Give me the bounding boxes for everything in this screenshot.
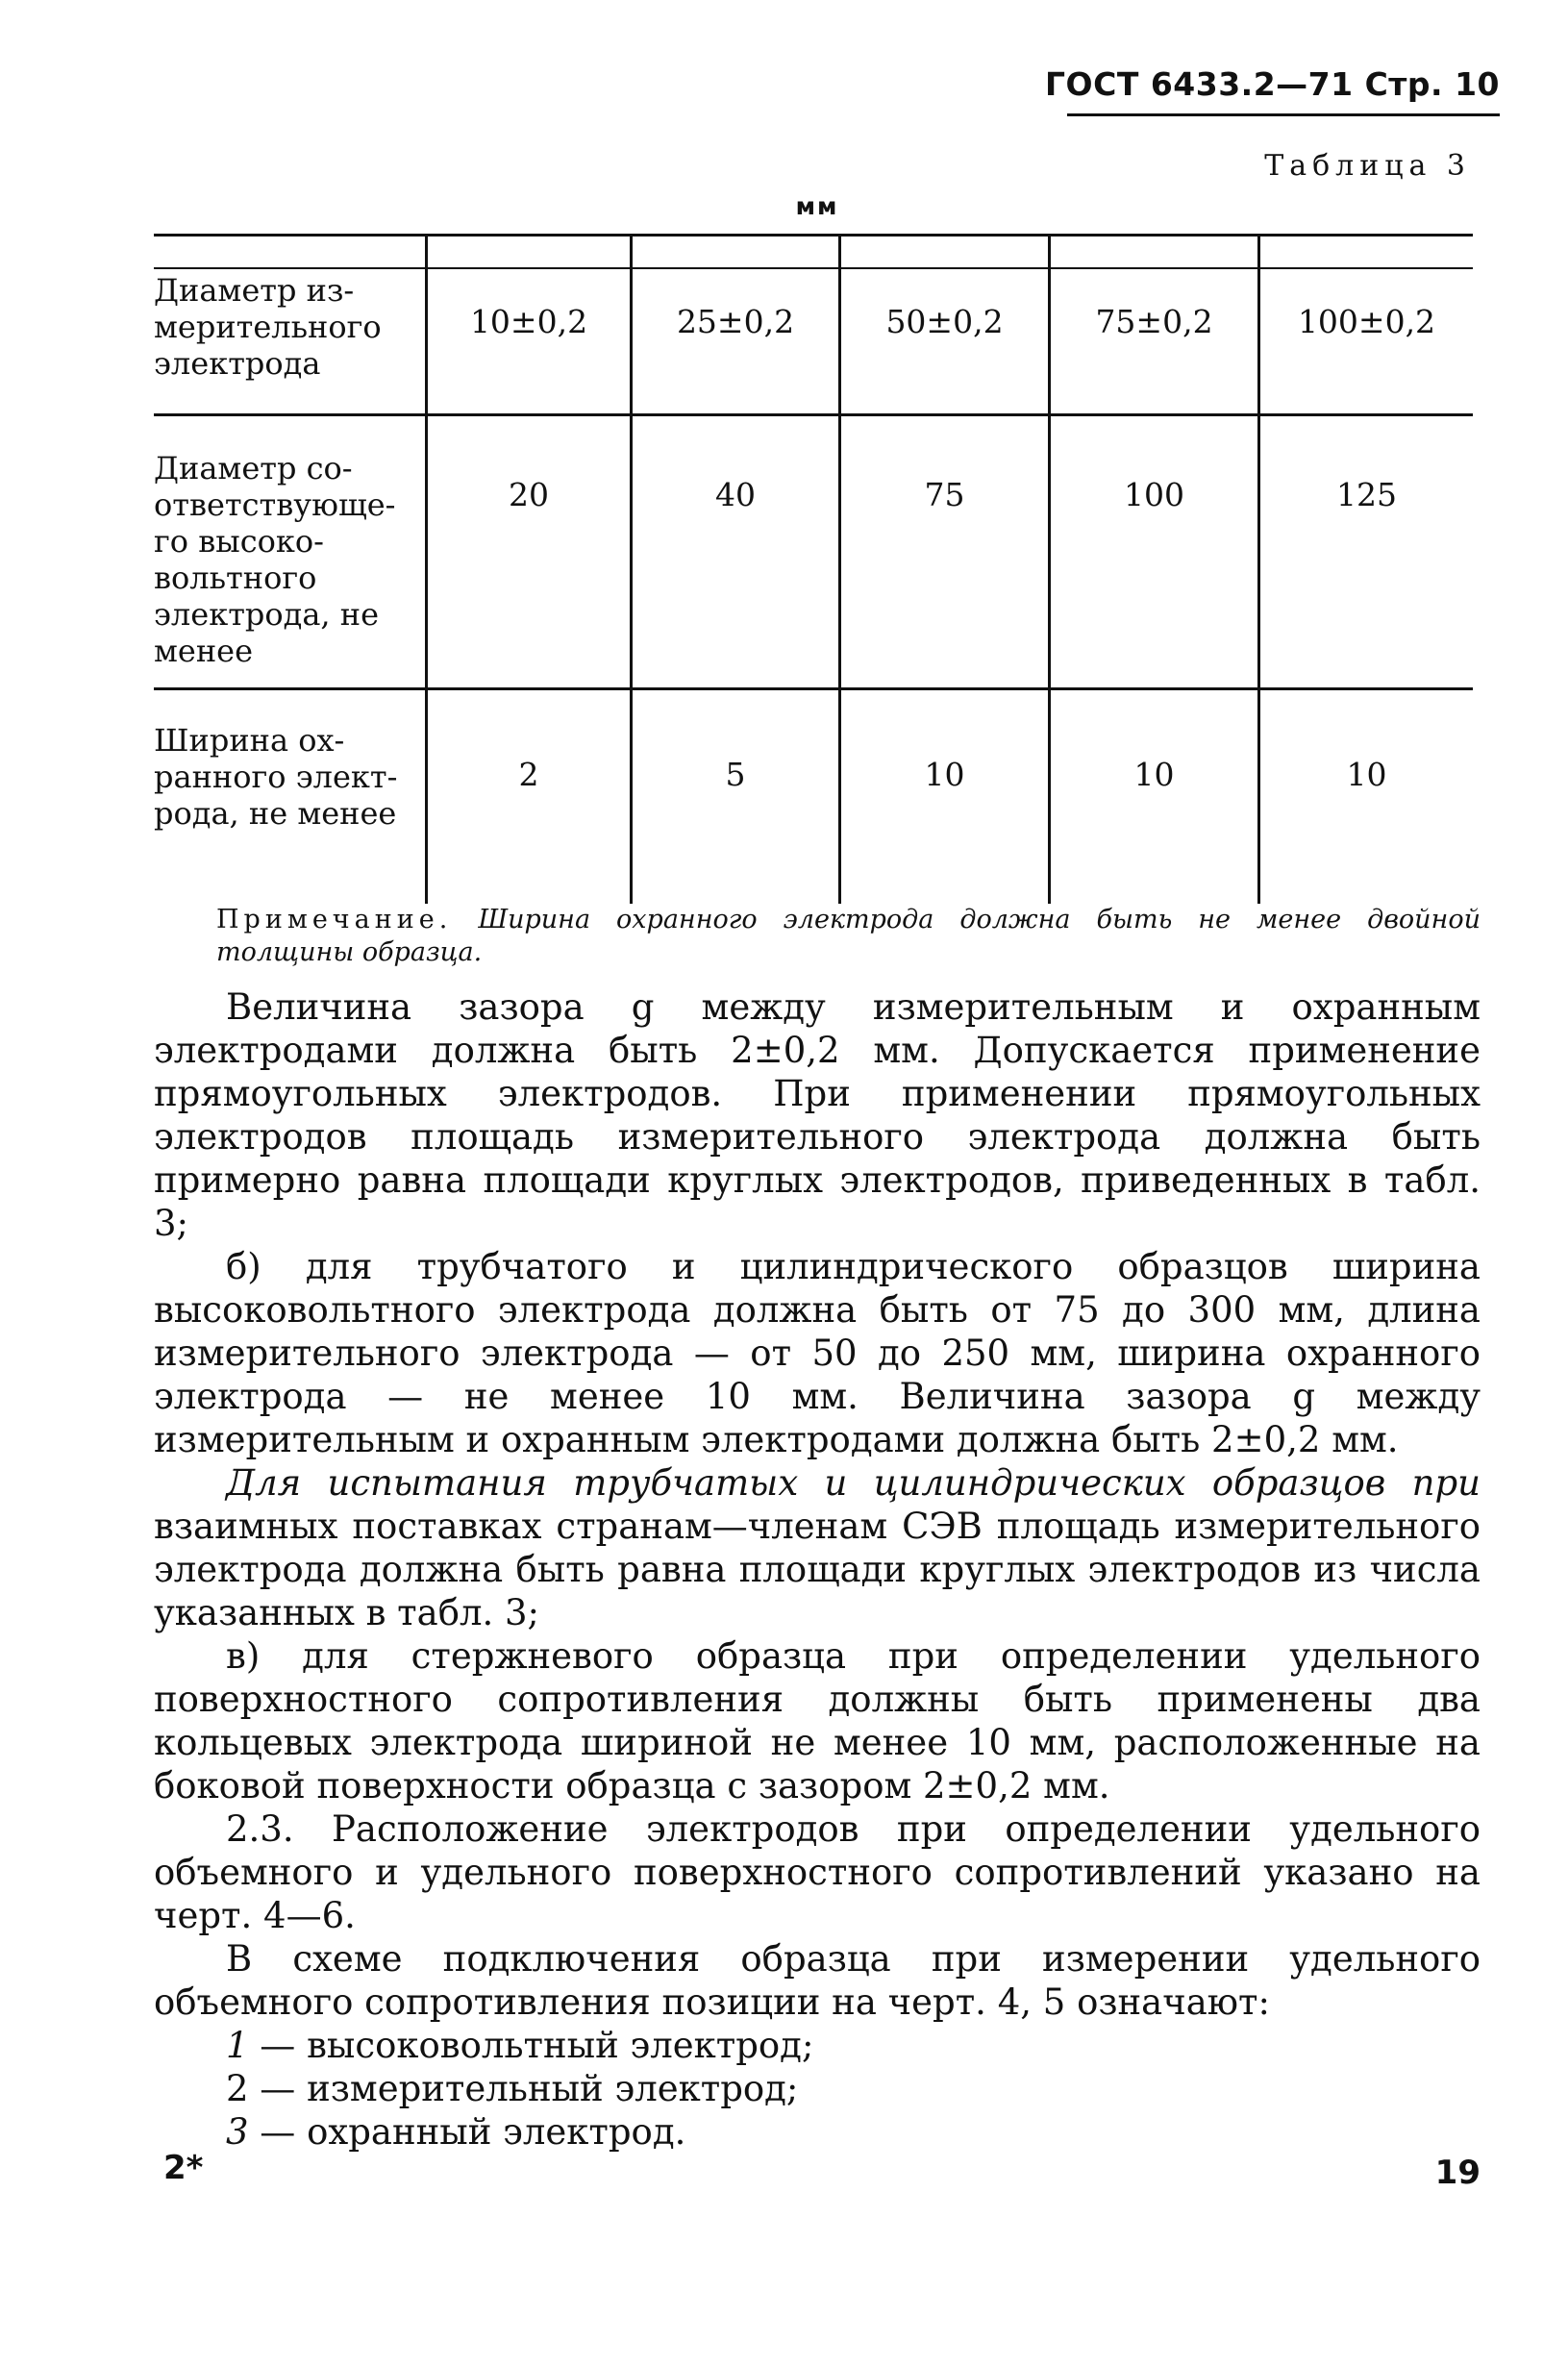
paragraph: В схеме подключения образца при измерении удельного объемного сопротивления позиции на черт. 4, 5 означают: — [154, 1938, 1481, 2023]
table-cell: 10 — [1346, 756, 1387, 793]
table-cell: 100 — [1124, 476, 1184, 513]
paragraph: б) для трубчатого и цилиндрического образцов ширина высоковольтного электрода должна быть от 75 до 300 мм, длина измерительного электрода — от 50 до 250 мм, ширина охранного электрода — не менее 10 мм. Величина зазора g между измерительным и охранным электродами должна быть 2±0,2 мм. — [154, 1246, 1481, 1460]
page-number: 19 — [1434, 2154, 1481, 2192]
row-label: Диаметр из-мерительного электрода — [154, 272, 382, 382]
paragraph — [154, 1461, 1481, 1634]
list-item — [226, 2067, 1481, 2110]
paragraph: Величина зазора g между измерительным и охранным электродами должна быть 2±0,2 мм. Допускается применение прямоугольных электродов. При применении прямоугольных электродов площадь измерительного электрода должна быть примерно равна площади круглых электродов, приведенных в табл. 3; — [154, 986, 1481, 1244]
table-cell: 75 — [924, 476, 965, 513]
paragraph: в) для стержневого образца при определении удельного поверхностного сопротивления должны быть применены два кольцевых электрода шириной не менее 10 мм, расположенные на боковой поверхности образца с зазором 2±0,2 мм. — [154, 1635, 1481, 1806]
row-label: Ширина ох-ранного элект-рода, не менее — [154, 722, 398, 832]
note-label: Примечание. — [216, 905, 453, 934]
list-number: 2 — [226, 2068, 249, 2109]
table-row-rule — [154, 687, 1473, 690]
list-number: 3 — [226, 2111, 249, 2153]
table-cell: 50±0,2 — [885, 303, 1004, 340]
table-header-rule — [154, 267, 1473, 269]
paragraph-rest: взаимных поставках странам—членам СЭВ площадь измерительного электрода должна быть равна площади круглых электродов из числа указанных в табл. 3; — [154, 1506, 1481, 1633]
paragraph: 2.3. Расположение электродов при определении удельного объемного и удельного поверхностного сопротивлений указано на черт. 4—6. — [154, 1808, 1481, 1936]
table-cell: 10 — [924, 756, 965, 793]
paragraph-lead: Для испытания трубчатых и цилиндрических образцов при — [226, 1462, 1481, 1504]
list-item — [226, 2024, 1481, 2067]
table-cell: 10 — [1133, 756, 1175, 793]
page-header: ГОСТ 6433.2—71 Стр. 10 — [1045, 65, 1500, 103]
body-text — [154, 985, 1481, 2154]
table-cell: 10±0,2 — [469, 303, 588, 340]
table-cell: 2 — [518, 756, 539, 793]
table-cell: 40 — [715, 476, 756, 513]
table-row-rule — [154, 413, 1473, 416]
electrode-table — [154, 234, 1473, 904]
table-cell: 100±0,2 — [1297, 303, 1436, 340]
table-top-rule — [154, 234, 1473, 237]
list-text: — охранный электрод. — [248, 2111, 686, 2153]
table-cell: 75±0,2 — [1095, 303, 1213, 340]
table-cell: 125 — [1336, 476, 1397, 513]
table-caption: Таблица 3 — [1264, 149, 1471, 183]
list-number: 1 — [226, 2025, 249, 2066]
table-cell: 25±0,2 — [676, 303, 795, 340]
list-text: — измерительный электрод; — [248, 2068, 799, 2109]
table-cell: 20 — [509, 476, 549, 513]
row-label: Диаметр со-ответствующе-го высоко-вольтного электрода, не менее — [154, 450, 396, 669]
header-rule — [1067, 113, 1500, 116]
list-item — [226, 2110, 1481, 2154]
table-note — [216, 904, 1481, 969]
table-units: мм — [795, 192, 839, 220]
list-text: — высоковольтный электрод; — [248, 2025, 814, 2066]
table-cell: 5 — [725, 756, 746, 793]
footer-signature-mark: 2* — [163, 2149, 204, 2187]
note-text: Ширина охранного электрода должна быть не менее двойной толщины образца. — [216, 905, 1481, 967]
